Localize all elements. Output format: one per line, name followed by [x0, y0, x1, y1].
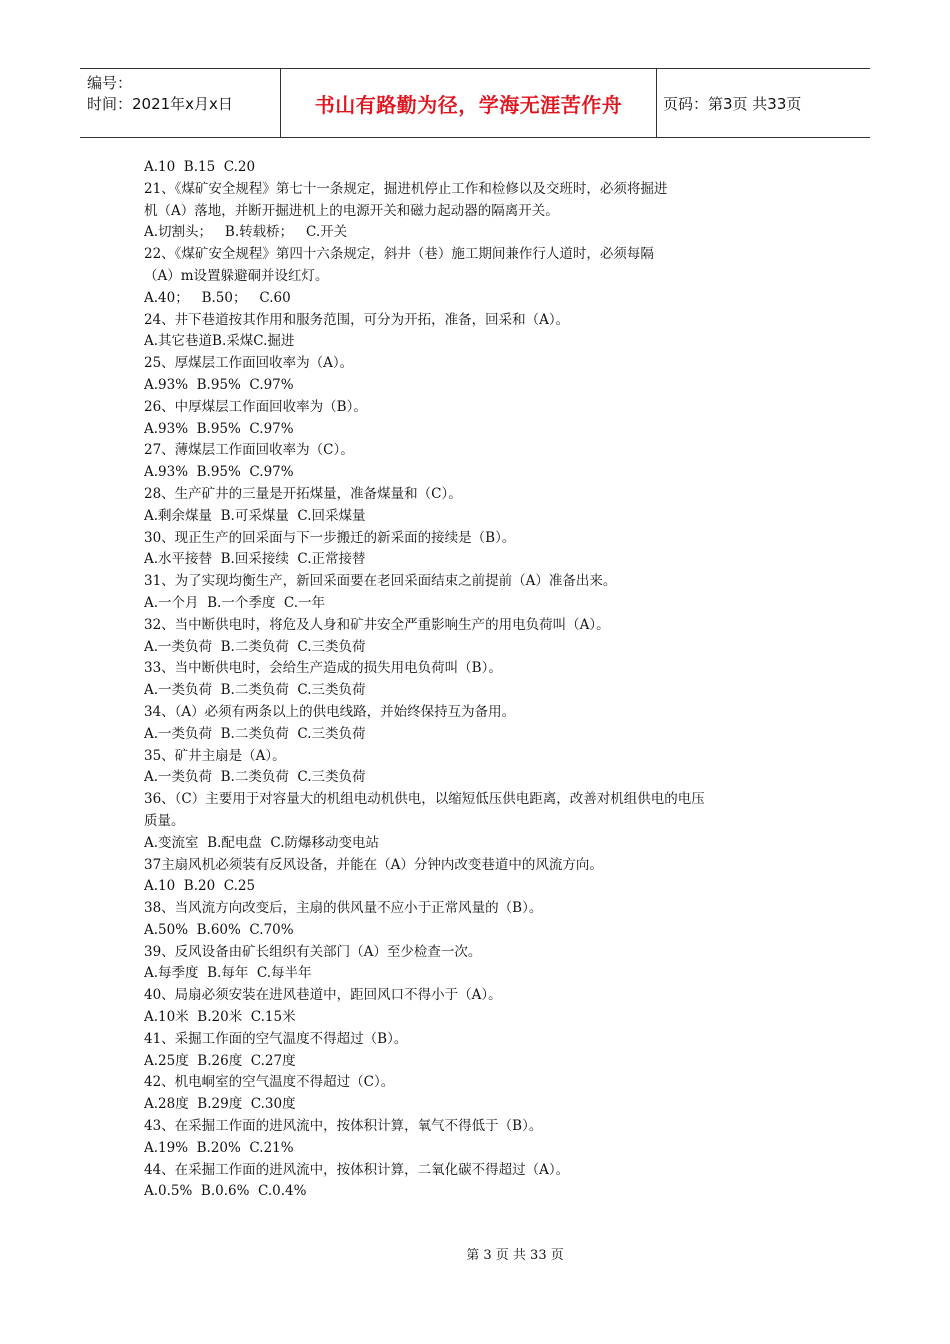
text-line: 26、中厚煤层工作面回收率为（B）。	[144, 398, 367, 415]
text-line: A.19% B.20% C.21%	[144, 1139, 294, 1156]
text-line: 24、井下巷道按其作用和服务范围，可分为开拓，准备，回采和（A）。	[144, 311, 570, 328]
text-line: A.一类负荷 B.二类负荷 C.三类负荷	[144, 725, 366, 742]
text-line: A.剩余煤量 B.可采煤量 C.回采煤量	[144, 507, 366, 524]
text-line: A.10 B.15 C.20	[144, 159, 256, 175]
text-line: A.0.5% B.0.6% C.0.4%	[144, 1183, 307, 1200]
motto-text: 书山有路勤为径，学海无涯苦作舟	[314, 92, 623, 117]
text-line: A.50% B.60% C.70%	[144, 921, 294, 938]
text-line: 40、局扇必须安装在进风巷道中，距回风口不得小于（A）。	[144, 987, 502, 1004]
text-line: A.93% B.95% C.97%	[144, 376, 294, 393]
text-line: 质量。	[144, 812, 185, 829]
text-line: 25、厚煤层工作面回收率为（A）。	[144, 355, 354, 372]
header-meta	[80, 69, 281, 137]
text-line: A.28度 B.29度 C.30度	[144, 1096, 296, 1113]
page-footer	[0, 1244, 950, 1263]
text-line: 27、薄煤层工作面回收率为（C）。	[144, 442, 354, 459]
text-line: 机（A）落地，并断开掘进机上的电源开关和磁力起动器的隔离开关。	[144, 202, 559, 219]
text-line: 41、采掘工作面的空气温度不得超过（B）。	[144, 1030, 408, 1047]
text-line: A.40； B.50； C.60	[144, 289, 291, 306]
text-line: 30、现正生产的回采面与下一步搬迁的新采面的接续是（B）。	[144, 529, 516, 546]
text-line: A.10 B.20 C.25	[144, 878, 256, 895]
text-line: A.切割头； B.转载桥； C.开关	[144, 224, 348, 241]
text-line: 39、反风设备由矿长组织有关部门（A）至少检查一次。	[144, 943, 482, 960]
text-line: 22、《煤矿安全规程》第四十六条规定，斜井（巷）施工期间兼作行人道时，必须每隔	[144, 246, 654, 263]
footer-page-number: 第 3 页 共 33 页	[466, 1248, 564, 1263]
text-line: 21、《煤矿安全规程》第七十一条规定，掘进机停止工作和检修以及交班时，必须将掘进	[144, 180, 668, 197]
text-line: 43、在采掘工作面的进风流中，按体积计算，氧气不得低于（B）。	[144, 1118, 543, 1135]
text-line: 34、（A）必须有两条以上的供电线路，并始终保持互为备用。	[144, 703, 516, 720]
text-line: A.10米 B.20米 C.15米	[144, 1009, 296, 1026]
text-line: （A）m设置躲避硐并设红灯。	[144, 267, 329, 284]
text-line: 32、当中断供电时，将危及人身和矿井安全严重影响生产的用电负荷叫（A）。	[144, 616, 610, 633]
text-line: A.25度 B.26度 C.27度	[144, 1052, 296, 1069]
document-header	[80, 68, 870, 138]
text-line: A.一类负荷 B.二类负荷 C.三类负荷	[144, 769, 366, 786]
text-line: A.93% B.95% C.97%	[144, 420, 294, 437]
text-line: 42、机电峒室的空气温度不得超过（C）。	[144, 1074, 395, 1091]
text-line: A.一个月 B.一个季度 C.一年	[144, 594, 326, 611]
header-motto-cell	[281, 69, 657, 137]
text-line: 33、当中断供电时，会给生产造成的损失用电负荷叫（B）。	[144, 660, 502, 677]
header-page-cell	[657, 69, 870, 137]
date-label: 时间：2021年x月x日	[87, 95, 233, 113]
document-body	[144, 157, 824, 1203]
text-line: A.一类负荷 B.二类负荷 C.三类负荷	[144, 682, 366, 699]
text-line: A.93% B.95% C.97%	[144, 464, 294, 481]
text-line: 31、为了实现均衡生产，新回采面要在老回采面结束之前提前（A）准备出来。	[144, 573, 617, 590]
text-line: A.变流室 B.配电盘 C.防爆移动变电站	[144, 834, 380, 851]
text-line: A.一类负荷 B.二类负荷 C.三类负荷	[144, 638, 366, 655]
number-label: 编号：	[87, 74, 133, 92]
text-line: 38、当风流方向改变后，主扇的供风量不应小于正常风量的（B）。	[144, 900, 543, 917]
text-line: 28、生产矿井的三量是开拓煤量，准备煤量和（C）。	[144, 485, 462, 502]
text-line: A.水平接替 B.回采接续 C.正常接替	[144, 551, 366, 568]
text-line: A.其它巷道B.采煤C.掘进	[144, 333, 295, 350]
text-line: 36、（C）主要用于对容量大的机组电动机供电，以缩短低压供电距离，改善对机组供电的电压	[144, 791, 705, 808]
text-line: 37主扇风机必须装有反风设备，并能在（A）分钟内改变巷道中的风流方向。	[144, 856, 603, 873]
text-line: A.每季度 B.每年 C.每半年	[144, 965, 312, 982]
text-line: 44、在采掘工作面的进风流中，按体积计算，二氧化碳不得超过（A）。	[144, 1161, 570, 1178]
page-info: 页码：第3页 共33页	[663, 94, 802, 113]
text-line: 35、矿井主扇是（A）。	[144, 747, 286, 764]
